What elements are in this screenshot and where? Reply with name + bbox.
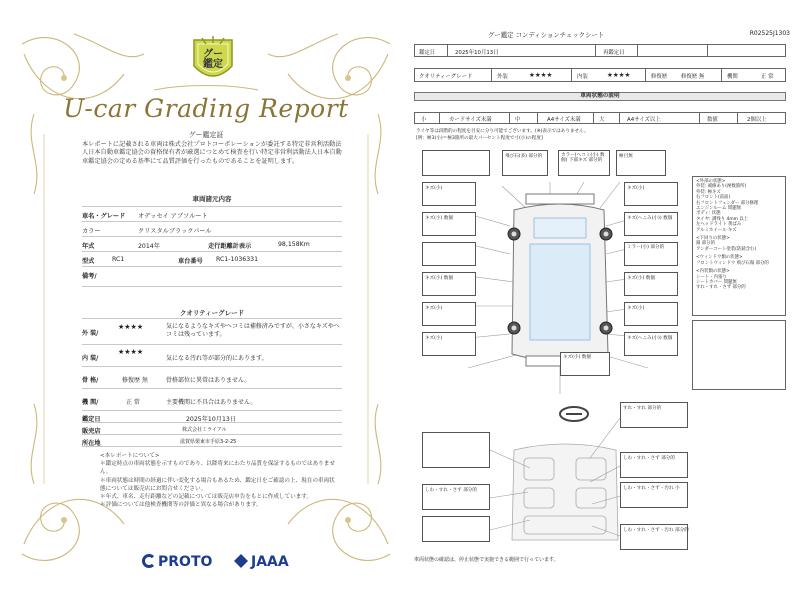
certificate-intro: 本レポートに記載される車両は株式会社プロトコーポレーションが委託する特定非営利活動法人日本自動車鑑定協会の資格保有者が厳選につとめて検査を行い特定非営利活動法人日本自動車鑑定協会の定める基準にて品質評価を行ったものであることを証明します。 bbox=[82, 141, 342, 165]
legend-example: [例：極3(小)＝極3箇所の最大パーセント程度で寸(小)の程度] bbox=[416, 136, 543, 141]
jaaa-logo: JAAA bbox=[234, 554, 289, 570]
proto-logo: PROTO bbox=[142, 554, 212, 570]
grading-certificate bbox=[14, 14, 398, 586]
spec-row: 型式 RC1 車台番号 RC1-1036331 bbox=[82, 252, 342, 267]
part-box: キズ(小) 数個 bbox=[422, 212, 476, 236]
part-box: キズ(小) 数個 bbox=[560, 352, 610, 376]
part-box: キズ(小) bbox=[422, 182, 476, 206]
quality-row-engine: 機 関/ 正 常 主要機関に不具合はありません。 bbox=[82, 389, 342, 411]
spec-row: 年式 2014年 走行距離計表示 98,158Km bbox=[82, 237, 342, 252]
certificate-subtitle: グー鑑定証 bbox=[188, 131, 224, 139]
report-notes: <本レポートについて> ＊鑑定時点の車両状態を示すものであり、以降将来にわたり品質を保証するものではありません。 ＊車両状態は時間の経過に伴い変化する場合もあるため、鑑定日をご確認の上、現在の車両状態については販売店にお問合せください。 ＊年式、車名、走行距離などの記載については販売店申告をもとに作成しています。 ＊評価については他検査機関等の評価と異なる場合があります。 bbox=[100, 453, 335, 509]
quality-table bbox=[82, 318, 342, 411]
part-box: 飛び石(多) 部分的 bbox=[502, 150, 548, 176]
part-box: キズ(小) bbox=[422, 332, 476, 356]
part-box: 極目無 bbox=[616, 150, 666, 176]
proto-mark-icon bbox=[142, 554, 156, 568]
part-box: キズ(小) 数個 bbox=[624, 272, 678, 296]
spec-row: 車名・グレード オデッセイ アブソルート bbox=[82, 207, 342, 222]
quality-row-interior: 内 装/ ★★★★ 気になる汚れ等が部分的にあります。 bbox=[82, 345, 342, 367]
vehicle-section-title: 車両諸元内容 bbox=[192, 195, 232, 203]
info-row-dealer: 販売店 株式会社ミライアル bbox=[82, 423, 342, 435]
part-box: すれ・すれ 部分的 bbox=[620, 402, 688, 428]
grade-row: クオリティーグレード 外装 ★★★★ 内装 ★★★★ 修復歴 修復歴 無 機関 正 常 bbox=[414, 68, 786, 82]
part-box: キズ(小) bbox=[624, 182, 678, 206]
appraisal-info-table bbox=[82, 410, 342, 447]
part-box: しわ・すれ・さず 部分的 bbox=[422, 484, 490, 510]
sheet-title: グー鑑定 コンディションチェックシート bbox=[488, 31, 605, 39]
size-legend-row: 小 カードサイズ未満 中 A4サイズ未満 大 A4サイズ以上 数値 2個以上 bbox=[414, 112, 786, 124]
part-box: しわ・すれ・さず・汚れ 部分的 bbox=[620, 524, 688, 550]
part-box bbox=[422, 242, 476, 266]
quality-section-title: クオリティーグレード bbox=[179, 309, 245, 317]
condition-check-sheet bbox=[410, 28, 794, 568]
part-box: キズ(小) bbox=[422, 302, 476, 326]
condition-notes-panel: <外部の状態> 外装: 補修あり(複数箇所) 外装: 極キズ 右フロント(前面) 右フロントフェンダー 部分修理 エンジンルーム 問題無 ボディ: 状態 タイヤ: 溝残り 4mm 以上 左ヘッドライト 黄ばみ アルミホイール キズ <下回りの状態> 錆 部分的 アンダーコート塗装(防錆含む) <ウィンドウ類の状態> フロントウィンドウ 飛び石傷 部分的 <内装類の状態> シート・内張り シートカバー 問題無 すれ・すれ・さず 部分的 bbox=[692, 176, 786, 316]
vehicle-spec-table bbox=[82, 206, 342, 287]
legend-text: ライヤ等は段階的の程度を目安に分り可能でございます。(※)表示ではありません。 bbox=[416, 129, 589, 134]
jaaa-mark-icon bbox=[234, 554, 248, 568]
goo-seal-icon bbox=[190, 36, 236, 86]
part-box: キズ(へこみ(小)) 数個 bbox=[624, 212, 678, 236]
spec-row: 備考/ bbox=[82, 267, 342, 287]
state-section-title: 車両状態の説明 bbox=[414, 92, 786, 101]
sheet-doc-id: R02525J1303 bbox=[749, 30, 790, 37]
part-box: カラー(ヘコミ(小) 数個) 下部キズ 部分的 bbox=[558, 150, 610, 176]
notes-blank-box bbox=[692, 320, 786, 390]
date-row: 鑑定日 2025年10月13日 再鑑定日 bbox=[414, 44, 786, 57]
part-box: キズ(小) bbox=[624, 302, 678, 326]
part-box: キズ(へこみ(小)) 数個 bbox=[624, 332, 678, 356]
part-box: キズ(小) 数個 bbox=[422, 272, 476, 296]
part-box: しわ・すれ・さず・汚れ 小 bbox=[620, 482, 688, 508]
spec-row: カラー クリスタルブラックパール bbox=[82, 222, 342, 237]
part-box: しわ・すれ・さず 部分的 bbox=[620, 452, 688, 478]
footer-logos bbox=[142, 552, 302, 572]
certificate-title: U-car Grading Report bbox=[63, 94, 349, 123]
info-row-date: 鑑定日 2025年10月13日 bbox=[82, 411, 342, 423]
part-box: ミラー(小) 部分的 bbox=[624, 242, 678, 266]
sheet-footer-note: 車両状態の確認は、停止状態で実施できる範囲で行っています。 bbox=[414, 557, 559, 563]
seal-label: グー 鑑定 bbox=[203, 49, 223, 70]
interior-leader-lines bbox=[410, 408, 700, 558]
quality-row-exterior: 外 装/ ★★★★ 気になるようなキズやヘコミは補修済みですが、小さなキズやヘコミは残っています。 bbox=[82, 319, 342, 345]
info-row-address: 所在地 滋賀県栗東市手原3-2-25 bbox=[82, 435, 342, 447]
part-box bbox=[422, 150, 490, 176]
quality-row-frame: 骨 格/ 修復歴 無 骨格部位に異常はありません。 bbox=[82, 367, 342, 389]
